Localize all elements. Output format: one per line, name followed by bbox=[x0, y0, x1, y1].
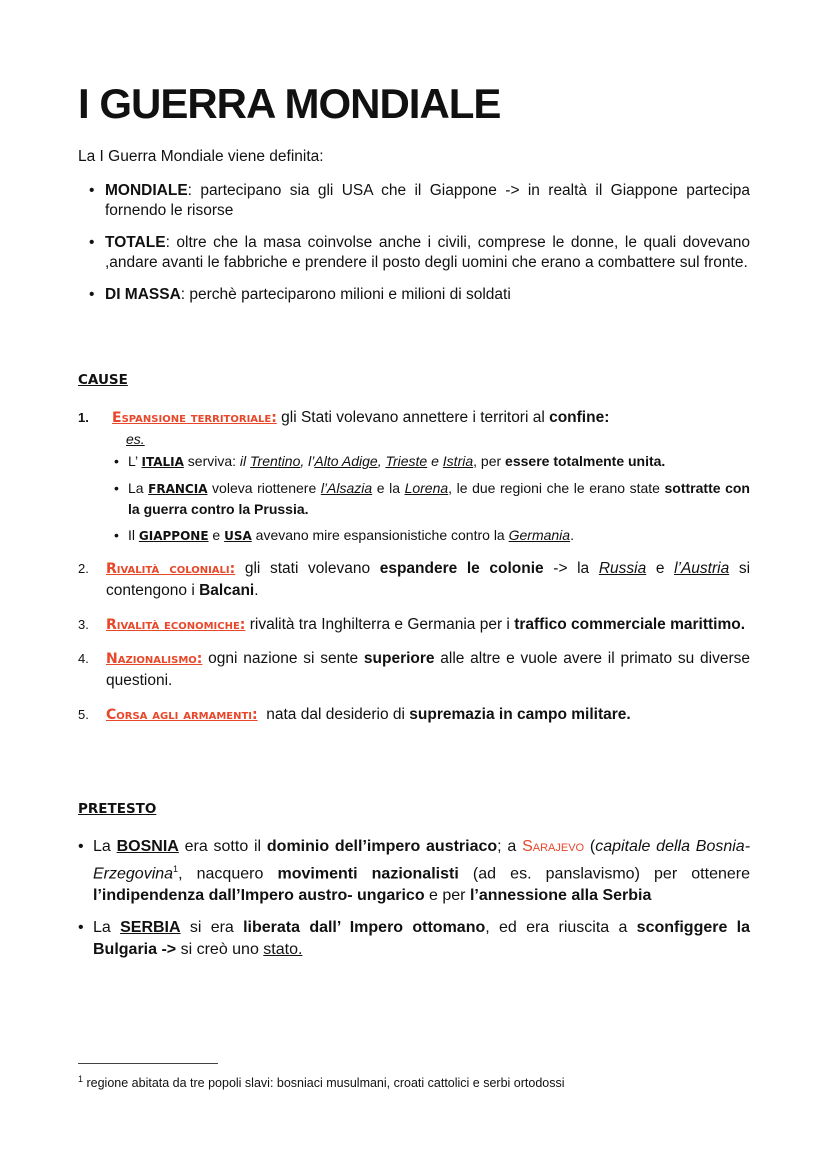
definition-item bbox=[78, 233, 750, 273]
intro-text: La I Guerra Mondiale viene definita: bbox=[78, 148, 324, 165]
pretext-heading: PRETESTO bbox=[78, 801, 157, 817]
footnote-ref: 1 bbox=[173, 864, 179, 874]
page-title: I GUERRA MONDIALE bbox=[78, 80, 501, 127]
example-list bbox=[106, 451, 750, 546]
country-name: FRANCIA bbox=[148, 482, 208, 496]
place-name: Lorena bbox=[404, 480, 449, 496]
example-item: • Il GIAPPONE e USA avevano mire espansionistiche contro la Germania. bbox=[106, 525, 750, 546]
city-name: Sarajevo bbox=[522, 838, 585, 855]
cause-bold: confine: bbox=[549, 409, 610, 426]
cause-item bbox=[78, 407, 750, 546]
pretext-list bbox=[78, 836, 750, 971]
place-name: Istria bbox=[442, 453, 474, 469]
cause-text: gli Stati volevano annettere i territori al bbox=[276, 409, 550, 426]
country-name: USA bbox=[224, 529, 252, 543]
definition-term: DI MASSA bbox=[105, 286, 181, 303]
pretext-item: • La BOSNIA era sotto il dominio dell’impero austriaco; a Sarajevo (capitale della Bosnia-Erzegovina$^1$, nacquero movimenti nazionalisti (ad es. panslavismo) per ottenere l’indipendenza dall’Impero austro- ungarico e per l’annessione alla Serbia bbox=[78, 836, 750, 907]
cause-heading: CAUSE bbox=[78, 372, 128, 388]
cause-item: 5. Corsa agli armamenti: nata dal desiderio di supremazia in campo militare. bbox=[78, 704, 750, 726]
example-label: es. bbox=[126, 431, 145, 447]
example-item: • L’ ITALIA serviva: il Trentino, l’Alto Adige, Trieste e Istria, per essere totalmente unita. bbox=[106, 451, 750, 472]
cause-title: Corsa agli armamenti: bbox=[106, 707, 258, 723]
cause-title: Rivalità economiche: bbox=[106, 617, 246, 633]
definition-item bbox=[78, 285, 750, 305]
pretext-item: • La SERBIA si era liberata dall’ Impero ottomano, ed era riuscita a sconfiggere la Bulgaria -> si creò uno stato. bbox=[78, 917, 750, 961]
definition-text: : perchè parteciparono milioni e milioni di soldati bbox=[180, 286, 511, 303]
definition-text: : oltre che la masa coinvolse anche i civili, comprese le donne, le quali dovevano ,andare avanti le fabbriche e prendere il posto degli uomini che erano a combattere sul fronte. bbox=[105, 234, 750, 271]
footnote-text: regione abitata da tre popoli slavi: bosniaci musulmani, croati cattolici e serbi ortodossi bbox=[83, 1076, 565, 1091]
cause-number: 4. bbox=[78, 651, 89, 666]
footnote-number: 1 bbox=[78, 1074, 84, 1084]
cause-list bbox=[78, 407, 750, 738]
place-name: l’Alsazia bbox=[320, 480, 373, 496]
footnote-divider bbox=[78, 1063, 218, 1064]
cause-title: Rivalità coloniali: bbox=[106, 561, 236, 577]
cause-number: 5. bbox=[78, 707, 89, 722]
cause-title: Nazionalismo: bbox=[106, 651, 203, 667]
cause-number: 1. bbox=[78, 410, 89, 425]
footnote bbox=[78, 1074, 565, 1090]
definition-item bbox=[78, 181, 750, 221]
country-name: ITALIA bbox=[141, 455, 184, 469]
place-name: Trentino bbox=[250, 453, 301, 469]
country-name: SERBIA bbox=[120, 919, 181, 937]
cause-number: 2. bbox=[78, 561, 89, 576]
example-item: • La FRANCIA voleva riottenere l’Alsazia e la Lorena, le due regioni che le erano state sottratte con la guerra contro la Prussia. bbox=[106, 478, 750, 519]
place-name: Alto Adige bbox=[314, 453, 378, 469]
place-name: Trieste bbox=[385, 453, 428, 469]
cause-number: 3. bbox=[78, 617, 89, 632]
country-name: BOSNIA bbox=[116, 838, 179, 855]
definition-list bbox=[78, 181, 750, 317]
cause-title: Espansione territoriale: bbox=[112, 410, 277, 426]
definition-term: TOTALE bbox=[105, 234, 166, 251]
definition-term: MONDIALE bbox=[105, 182, 188, 199]
cause-item: 2. Rivalità coloniali: gli stati volevano espandere le colonie -> la Russia e l’Austria si contengono i Balcani. bbox=[78, 560, 751, 599]
cause-item: 4. Nazionalismo: ogni nazione si sente superiore alle altre e vuole avere il primato su diverse questioni. bbox=[78, 650, 750, 689]
cause-item: 3. Rivalità economiche: rivalità tra Inghilterra e Germania per i traffico commerciale marittimo. bbox=[78, 614, 750, 636]
place-name: l’Austria bbox=[674, 560, 730, 577]
place-name: Germania bbox=[508, 527, 571, 543]
place-name: Russia bbox=[598, 560, 647, 577]
definition-text: : partecipano sia gli USA che il Giappone -> in realtà il Giappone partecipa fornendo le risorse bbox=[105, 182, 750, 219]
country-name: GIAPPONE bbox=[138, 529, 209, 543]
